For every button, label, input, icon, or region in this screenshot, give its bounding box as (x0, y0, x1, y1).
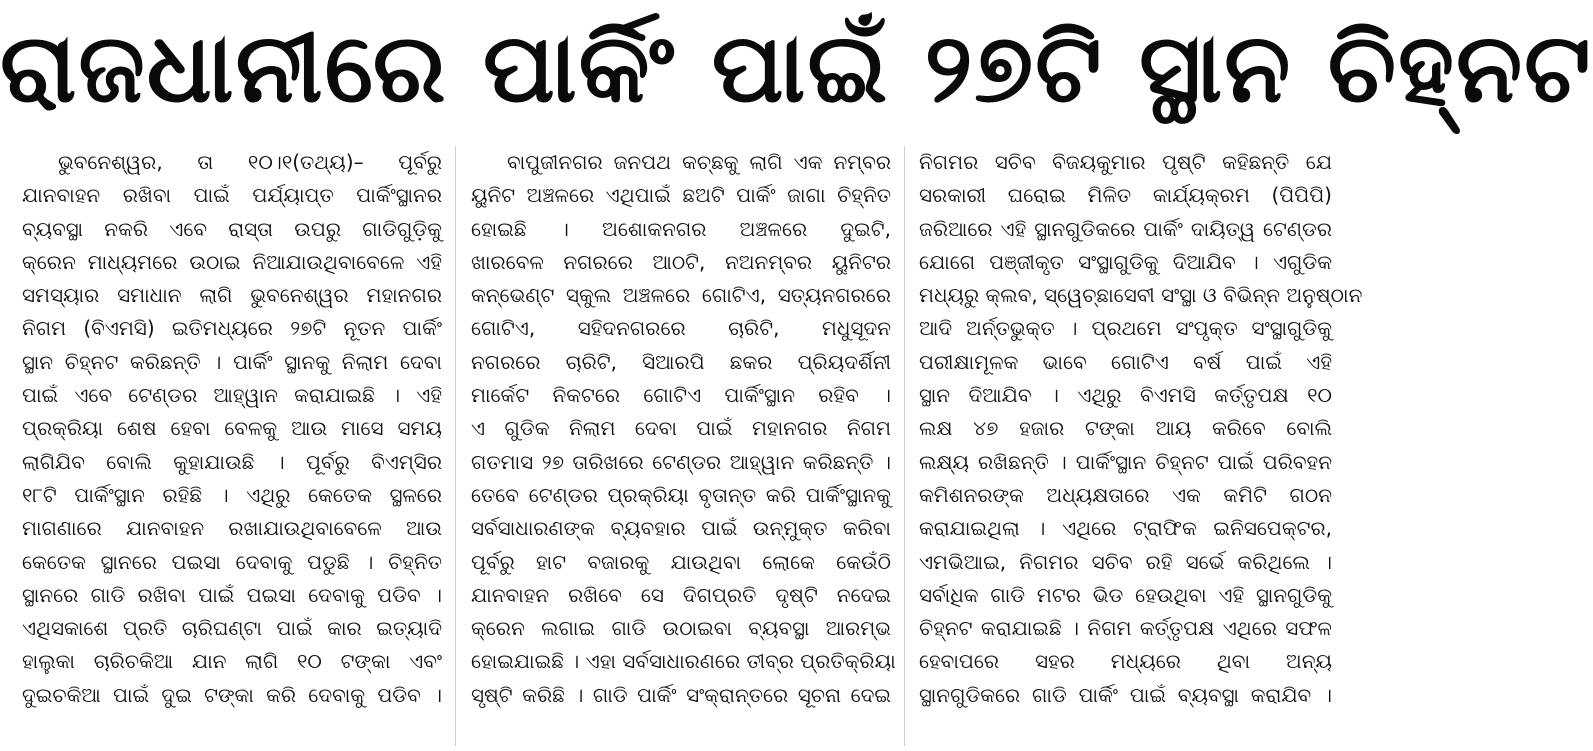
column-line: ୟୁନିଟ ଅଞ୍ଚଳରେ ଏଥିପାଇଁ ଛଅଟି ପାର୍କିଂ ଜାଗା ଚିହ୍ନିତ (471, 183, 891, 208)
column-line: ପ୍ରକ୍ରିୟା ଶେଷ ହେବା ବେଳକୁ ଆଉ ମାସେ ସମୟ (22, 416, 442, 441)
column-line: ଦୁଇଚକିଆ ପାଇଁ ଦୁଇ ଟଙ୍କା କରି ଦେବାକୁ ପଡିବ । (22, 682, 442, 707)
column-line: କ୍ରେନ ଲଗାଇ ଗାଡି ଉଠାଇବା ବ୍ୟବସ୍ଥା ଆରମ୍ଭ (471, 616, 891, 641)
column-line: ମଧ୍ୟରୁ କ୍ଲବ, ସ୍ୱେଚ୍ଛାସେବୀ ସଂସ୍ଥା ଓ ବିଭିନ୍ନ ଅନୁଷ୍ଠାନ (919, 283, 1363, 308)
column-line: କରାଯାଇଥିଲା । ଏଥିରେ ଟ୍ରାଫିକ ଇନିସପେକ୍ଟର, (919, 516, 1332, 541)
article-column-2 (471, 146, 896, 746)
column-line: କନ୍‌ଭେଣ୍ଟ ସ୍କୁଲ ଅଞ୍ଚଳରେ ଗୋଟିଏ, ସତ୍ୟନଗରରେ (471, 283, 891, 308)
column-line: ନଗରରେ ଚାରିଟି, ସିଆରପି ଛକର ପ୍ରିୟଦର୍ଶିନୀ (471, 349, 891, 374)
column-line: ୧୮ଟି ପାର୍କିଂସ୍ଥାନ ରହିଛି । ଏଥିରୁ କେତେକ ସ୍ଥଳରେ (22, 482, 442, 507)
column-line: କମିଶନରଙ୍କ ଅଧ୍ୟକ୍ଷତାରେ ଏକ କମିଟି ଗଠନ (919, 482, 1332, 507)
column-line: ବାପୁଜୀନଗର ଜନପଥ କଚ୍ଛକୁ ଲାଗି ଏକ ନମ୍ବର (507, 150, 891, 174)
column-line: ଆଦି ଅର୍ନ୍ତଭୁକ୍ତ । ପ୍ରଥମେ ସଂପୃକ୍ତ ସଂସ୍ଥାଗୁଡିକୁ (919, 316, 1332, 341)
column-divider (455, 146, 456, 746)
column-line: ସର୍ବସାଧାରଣଙ୍କ ବ୍ୟବହାର ପାଇଁ ଉନ୍ମୁକ୍ତ କରିବା (471, 516, 891, 541)
article-headline: ରାଜଧାନୀରେ ପାର୍କିଂ ପାଇଁ ୨୭ଟି ସ୍ଥାନ ଚିହ୍ନଟ (0, 12, 1593, 124)
article-column-3 (919, 146, 1363, 746)
column-line: ଭୁବନେଶ୍ୱର, ତା ୧୦।୧(ତଥ୍ୟ)– ପୂର୍ବରୁ (58, 150, 442, 174)
column-line: ସମସ୍ୟାର ସମାଧାନ ଲାଗି ଭୁବନେଶ୍ୱର ମହାନଗର (22, 283, 442, 308)
column-line: ତେବେ ଟେଣ୍ଡର ପ୍ରକ୍ରିୟା ବୃତାନ୍ତ କରି ପାର୍କିଂସ୍ଥାନକୁ (471, 482, 891, 507)
column-line: ନିଗମର ସଚିବ ବିଜୟକୁମାର ପୃଷ୍ଟି କହିଛନ୍ତି ଯେ (919, 150, 1332, 174)
column-line: ସର୍ବାଧିକ ଗାଡି ମଟର ଭିଡ ହେଉଥିବା ଏହି ସ୍ଥାନଗୁଡିକୁ (919, 582, 1332, 607)
column-line: ହୋଇଛି । ଅଶୋକନଗର ଅଞ୍ଚଳରେ ଦୁଇଟି, (471, 216, 891, 241)
column-line: ଯାନବାହନ ରଖିବେ ସେ ଦିଗପ୍ରତି ଦୃଷ୍ଟି ନଦେଇ (471, 582, 891, 607)
column-line: ପୂର୍ବରୁ ହାଟ ବଜାରକୁ ଯାଉଥିବା ଲୋକେ କେଉଁଠି (471, 549, 891, 574)
column-line: କ୍ରେନ ମାଧ୍ୟମରେ ଉଠାଇ ନିଆଯାଉଥିବାବେଳେ ଏହି (22, 249, 442, 274)
column-line: ହୋଇଯାଇଛି । ଏହା ସର୍ବସାଧାରଣରେ ତୀବ୍ର ପ୍ରତିକ୍ରିୟା (471, 649, 896, 674)
column-line: କେତେକ ସ୍ଥାନରେ ପଇସା ଦେବାକୁ ପଡୁଛି । ଚିହ୍ନିତ (22, 549, 442, 574)
column-line: ଲକ୍ଷ ୪୭ ହଜାର ଟଙ୍କା ଆୟ କରିବେ ବୋଲି (919, 416, 1332, 441)
column-line: ପରୀକ୍ଷାମୂଳକ ଭାବେ ଗୋଟିଏ ବର୍ଷ ପାଇଁ ଏହି (919, 349, 1332, 374)
column-divider (904, 146, 905, 746)
column-line: ମାର୍କେଟ ନିକଟରେ ଗୋଟିଏ ପାର୍କିଂସ୍ଥାନ ରହିବ । (471, 383, 891, 408)
column-line: ବ୍ୟବସ୍ଥା ନକରି ଏବେ ରାସ୍ତା ଉପରୁ ଗାଡିଗୁଡ଼ିକୁ (22, 216, 442, 241)
column-line: ଲାଗିଯିବ ବୋଲି କୁହାଯାଉଛି । ପୂର୍ବରୁ ବିଏମ୍‌ସିର (22, 449, 442, 474)
column-line: ଏଥିସକାଶେ ପ୍ରତି ଚାରିଘଣ୍ଟା ପାଇଁ କାର ଇତ୍ୟାଦି (22, 616, 442, 641)
column-line: ଖାରବେଳ ନଗରରେ ଆଠଟି, ନଅନମ୍ବର ୟୁନିଟର (471, 249, 891, 274)
column-line: ଗତମାସ ୨୭ ତାରିଖରେ ଟେଣ୍ଡର ଆହ୍ୱାନ କରିଛନ୍ତି । (471, 449, 891, 474)
column-line: ଯାନବାହନ ରଖିବା ପାଇଁ ପର୍ଯ୍ୟାପ୍ତ ପାର୍କିଂସ୍ଥାନର (22, 183, 442, 208)
column-line: ନିଗମ (ବିଏମସି) ଇତିମଧ୍ୟରେ ୨୭ଟି ନୂତନ ପାର୍କିଂ (22, 316, 442, 341)
column-line: ଗୋଟିଏ, ସହିଦନଗରରେ ଚାରିଟି, ମଧୁସୂଦନ (471, 316, 891, 341)
article-body (22, 146, 1363, 746)
article-column-1 (22, 146, 442, 746)
column-line: ସ୍ଥାନରେ ଗାଡି ରଖିବା ପାଇଁ ପଇସା ଦେବାକୁ ପଡିବ । (22, 582, 442, 607)
column-line: ସୃଷ୍ଟି କରିଛି । ଗାଡି ପାର୍କିଂ ସଂକ୍ରାନ୍ତରେ ସୂଚନା ଦେଇ (471, 682, 891, 707)
column-line: ଲକ୍ଷ୍ୟ ରଖିଛନ୍ତି । ପାର୍କିଂସ୍ଥାନ ଚିହ୍ନଟ ପାଇଁ ପରିବହନ (919, 449, 1332, 474)
column-line: ଏମଭିଆଇ, ନିଗମର ସଚିବ ରହି ସର୍ଭେ କରିଥିଲେ । (919, 549, 1332, 574)
column-line: ହାଲୁକା ଚାରିଚକିଆ ଯାନ ଲାଗି ୧୦ ଟଙ୍କା ଏବଂ (22, 649, 442, 674)
column-line: ଏ ଗୁଡିକ ନିଲାମ ଦେବା ପାଇଁ ମହାନଗର ନିଗମ (471, 416, 891, 441)
column-line: ହେବାପରେ ସହର ମଧ୍ୟରେ ଥିବା ଅନ୍ୟ (919, 649, 1332, 674)
column-line: ସରକାରୀ ଘରୋଇ ମିଳିତ କାର୍ଯ୍ୟକ୍ରମ (ପିପିପି) (919, 183, 1332, 208)
column-line: ସ୍ଥାନଗୁଡିକରେ ଗାଡି ପାର୍କିଂ ପାଇଁ ବ୍ୟବସ୍ଥା କରାଯିବ । (919, 682, 1332, 707)
column-line: ଯୋଗେ ପଞ୍ଜୀକୃତ ସଂସ୍ଥାଗୁଡିକୁ ଦିଆଯିବ । ଏଗୁଡିକ (919, 249, 1332, 274)
column-line: ଜରିଆରେ ଏହି ସ୍ଥାନଗୁଡିକରେ ପାର୍କିଂ ଦାୟିତ୍ୱ ଟେଣ୍ଡର (919, 216, 1332, 241)
column-line: ଚିହ୍ନଟ କରାଯାଇଛି । ନିଗମ କର୍ତ୍ତୃପକ୍ଷ ଏଥିରେ ସଫଳ (919, 616, 1332, 641)
column-line: ପାଇଁ ଏବେ ଟେଣ୍ଡର ଆହ୍ୱାନ କରାଯାଇଛି । ଏହି (22, 383, 442, 408)
column-line: ସ୍ଥାନ ଚିହ୍ନଟ କରିଛନ୍ତି । ପାର୍କିଂ ସ୍ଥାନକୁ ନିଲାମ ଦେବା (22, 349, 442, 374)
column-line: ମାଗଣାରେ ଯାନବାହନ ରଖାଯାଉଥିବାବେଳେ ଆଉ (22, 516, 442, 541)
column-line: ସ୍ଥାନ ଦିଆଯିବ । ଏଥିରୁ ବିଏମସି କର୍ତ୍ତୃପକ୍ଷ ୧୦ (919, 383, 1332, 408)
